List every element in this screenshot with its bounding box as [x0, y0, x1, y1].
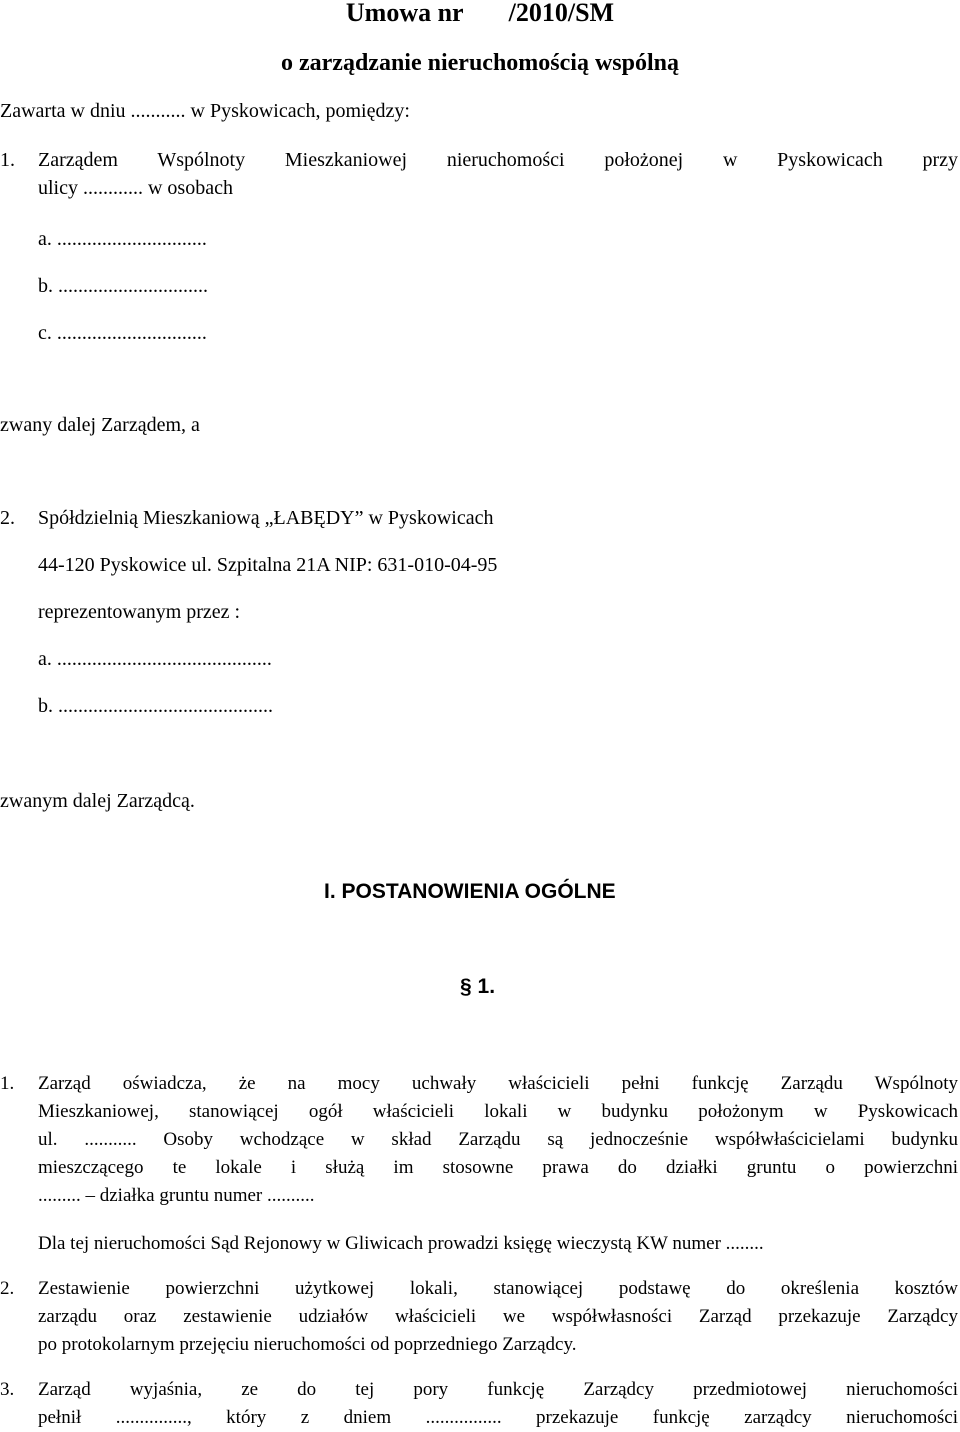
party1-line1: Zarządem Wspólnoty Mieszkaniowej nieruchomości położonej w Pyskowicach przy	[38, 149, 958, 171]
clause-3-line: Zarząd wyjaśnia, ze do tej pory funkcję Zarządcy przedmiotowej nieruchomości	[38, 1379, 958, 1400]
clause-2-line: zarządu oraz zestawienie udziałów właścicieli we współwłasności Zarząd przekazuje Zarządcy	[38, 1306, 958, 1327]
section-heading: I. POSTANOWIENIA OGÓLNE	[324, 880, 616, 903]
clause-1-line: ......... – działka gruntu numer ..........	[38, 1185, 315, 1206]
clause-1-line: Mieszkaniowej, stanowiącej ogół właścicieli lokali w budynku położonym w Pyskowicach	[38, 1101, 958, 1122]
party1-line2: ulicy ............ w osobach	[38, 177, 233, 199]
party2-item-b: b. ...........................................	[38, 695, 273, 717]
clause-1	[0, 1070, 958, 1258]
clause-1-line: ul. ........... Osoby wchodzące w skład Zarządu są jednocześnie współwłaścicielami budynku	[38, 1129, 958, 1150]
party1-item-b: b. ..............................	[38, 275, 208, 297]
clause-1-line: mieszczącego te lokale i służą im stosowne prawa do działki gruntu o powierzchni	[38, 1157, 958, 1178]
clause-3-line: pełnił ..............., który z dniem ................ przekazuje funkcję zarządcy nieruchomości	[38, 1407, 958, 1428]
party2-address: 44-120 Pyskowice ul. Szpitalna 21A NIP: 631-010-04-95	[38, 554, 498, 576]
clause-1-line: Zarząd oświadcza, że na mocy uchwały właścicieli pełni funkcję Zarządu Wspólnoty	[38, 1073, 958, 1094]
party2-item-a: a. ...........................................	[38, 648, 272, 670]
party1-number: 1.	[0, 149, 15, 171]
contract-title: Umowa nr /2010/SM	[345, 0, 615, 27]
party1-suffix: zwany dalej Zarządem, a	[0, 414, 200, 436]
party2-number: 2.	[0, 507, 15, 529]
clause-2-line: po protokolarnym przejęciu nieruchomości od poprzedniego Zarządcy.	[38, 1334, 577, 1355]
party1-item-a: a. ..............................	[38, 228, 207, 250]
clause-2	[0, 1275, 958, 1359]
party1-item-c: c. ..............................	[38, 322, 207, 344]
party2-name: Spółdzielnią Mieszkaniową „ŁABĘDY” w Pyskowicach	[38, 507, 494, 529]
clause-1-line: Dla tej nieruchomości Sąd Rejonowy w Gliwicach prowadzi księgę wieczystą KW numer ........	[38, 1233, 764, 1254]
intro-line: Zawarta w dniu ........... w Pyskowicach, pomiędzy:	[0, 100, 410, 122]
clause-3	[0, 1376, 958, 1432]
party1-block	[0, 146, 958, 202]
party2-represented: reprezentowanym przez :	[38, 601, 241, 623]
clause-2-line: Zestawienie powierzchni użytkowej lokali, stanowiącej podstawę do określenia kosztów	[38, 1278, 958, 1299]
clause-3-number: 3.	[0, 1379, 15, 1400]
paragraph-mark: § 1.	[460, 975, 496, 998]
clause-2-number: 2.	[0, 1278, 15, 1299]
contract-subtitle: o zarządzanie nieruchomością wspólną	[281, 50, 679, 76]
clause-1-number: 1.	[0, 1073, 15, 1094]
party2-suffix: zwanym dalej Zarządcą.	[0, 790, 195, 812]
